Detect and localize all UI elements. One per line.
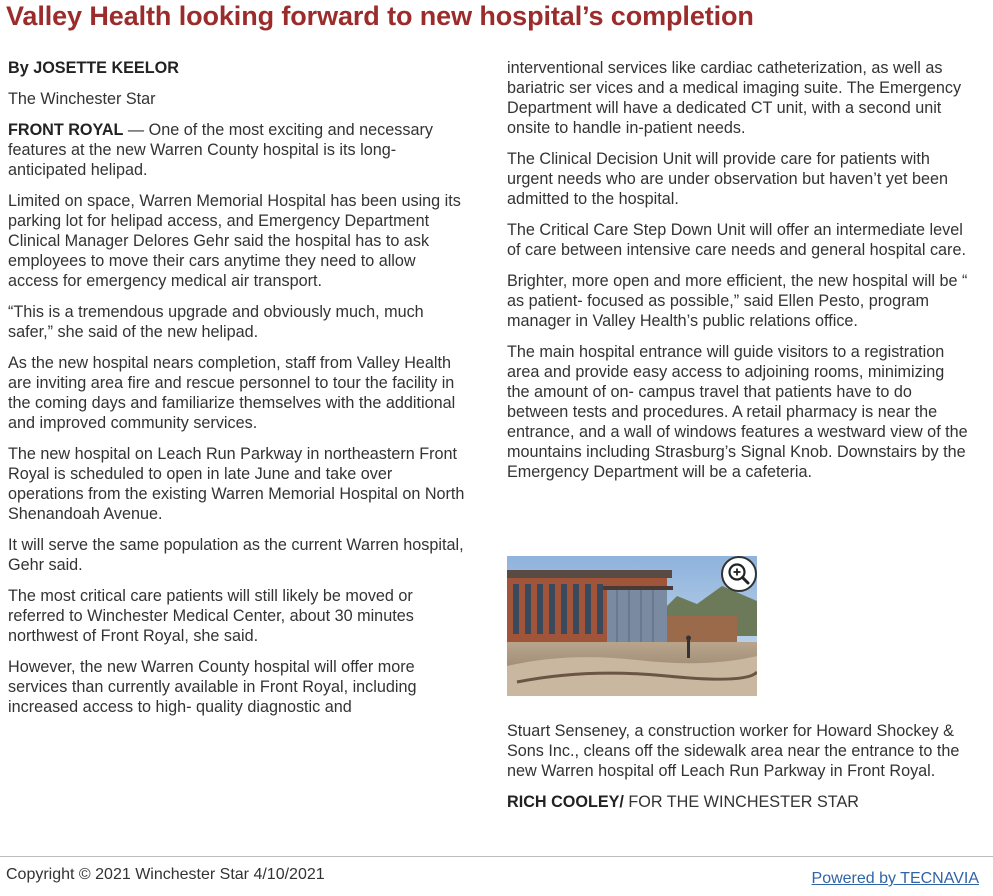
photo-caption-block [507, 721, 969, 823]
footer-divider [0, 856, 993, 857]
byline: By JOSETTE KEELOR [8, 59, 179, 77]
powered-by-link[interactable]: Powered by TECNAVIA [811, 870, 979, 887]
paragraph: However, the new Warren County hospital will offer more services than currently available in Front Royal, including increased access to high- quality diagnostic and [8, 658, 417, 716]
paragraph: “This is a tremendous upgrade and obviously much, much safer,” she said of the new helipad. [8, 303, 424, 341]
article-headline: Valley Health looking forward to new hospital’s completion [6, 1, 754, 31]
article-photo[interactable] [507, 556, 757, 696]
paragraph: The main hospital entrance will guide visitors to a registration area and provide easy access to adjoining rooms, minimizing the amount of on- campus travel that patients have to do between tests and procedures. A retail pharmacy is near the entrance, and a wall of windows features a westward view of the mountains including Strasburg’s Signal Knob. Downstairs by the Emergency Department will be a cafeteria. [507, 343, 968, 481]
paragraph: The Critical Care Step Down Unit will offer an intermediate level of care between intensive care needs and general hospital care. [507, 221, 966, 259]
paragraph: The new hospital on Leach Run Parkway in northeastern Front Royal is scheduled to open in late June and take over operations from the existing Warren Memorial Hospital on North Shenandoah Avenue. [8, 445, 465, 523]
paragraph: Limited on space, Warren Memorial Hospital has been using its parking lot for helipad access, and Emergency Department Clinical Manager Delores Gehr said the hospital has to ask employees to move their cars anytime they need to allow access for emergency medical air transport. [8, 192, 461, 290]
photo-credit-name: RICH COOLEY/ [507, 793, 624, 811]
hospital-photo-illustration [507, 556, 757, 696]
paragraph: The Clinical Decision Unit will provide care for patients with urgent needs who are under observation but haven’t yet been admitted to the hospital. [507, 150, 948, 208]
photo-credit-org: FOR THE WINCHESTER STAR [623, 793, 859, 811]
paragraph: interventional services like cardiac catheterization, as well as bariatric ser vices and a medical imaging suite. The Emergency Department will have a dedicated CT unit, with a second unit onsite to handle in-patient needs. [507, 59, 962, 137]
article-column-left [8, 58, 466, 728]
paragraph: Brighter, more open and more efficient, the new hospital will be “ as patient- focused as possible,” said Ellen Pesto, program manager in Valley Health’s public relations office. [507, 272, 968, 330]
dateline: FRONT ROYAL [8, 121, 124, 139]
photo-credit [507, 792, 969, 812]
article-column-right [507, 58, 969, 493]
paragraph: It will serve the same population as the current Warren hospital, Gehr said. [8, 536, 464, 574]
photo-caption: Stuart Senseney, a construction worker for Howard Shockey & Sons Inc., cleans off the sidewalk area near the entrance to the new Warren hospital off Leach Run Parkway in Front Royal. [507, 722, 960, 780]
lead-paragraph [8, 120, 466, 180]
zoom-in-button[interactable] [721, 556, 757, 592]
copyright-notice: Copyright © 2021 Winchester Star 4/10/2021 [6, 866, 325, 883]
publication-name: The Winchester Star [8, 90, 156, 108]
paragraph: The most critical care patients will still likely be moved or referred to Winchester Medical Center, about 30 minutes northwest of Front Royal, she said. [8, 587, 414, 645]
zoom-in-icon [723, 558, 755, 590]
lead-text: — One of the most exciting and necessary features at the new Warren County hospital is its long-anticipated helipad. [8, 121, 433, 179]
paragraph: As the new hospital nears completion, staff from Valley Health are inviting area fire and rescue personnel to tour the facility in the coming days and familiarize themselves with the additional and improved community services. [8, 354, 456, 432]
